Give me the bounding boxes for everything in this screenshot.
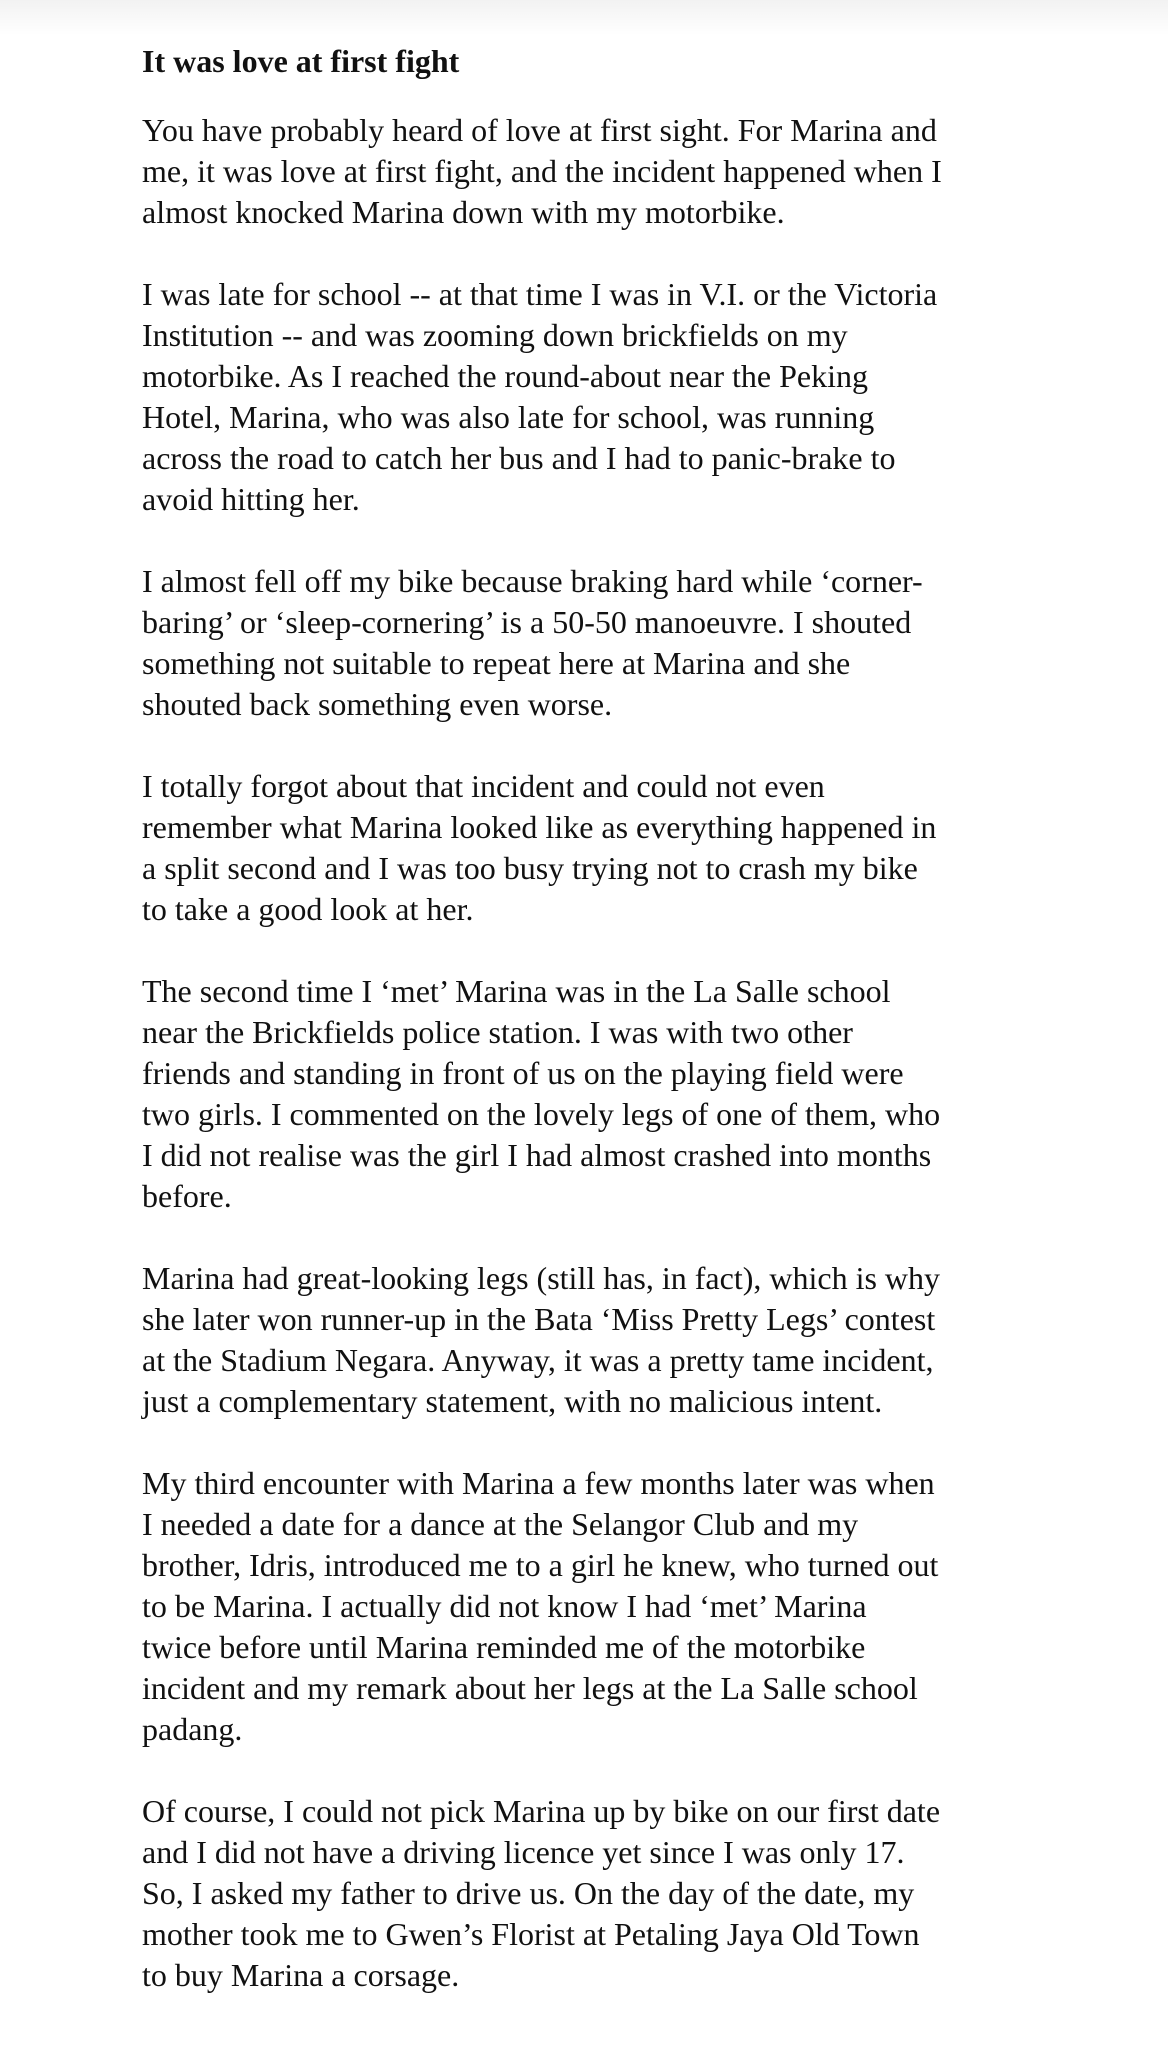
article (142, 38, 1142, 2037)
paragraph-line: shouted back something even worse. (142, 686, 613, 722)
paragraph-line: remember what Marina looked like as everything happened in (142, 809, 937, 845)
paragraph-line: I almost fell off my bike because braking hard while ‘corner- (142, 563, 923, 599)
page-top-shadow (0, 0, 1168, 36)
paragraph-line: and I did not have a driving licence yet since I was only 17. (142, 1834, 905, 1870)
article-paragraph (142, 561, 1142, 725)
paragraph-line: I needed a date for a dance at the Selangor Club and my (142, 1506, 859, 1542)
paragraph-line: I was late for school -- at that time I was in V.I. or the Victoria (142, 276, 938, 312)
paragraph-line: I did not realise was the girl I had almost crashed into months (142, 1137, 932, 1173)
paragraph-line: incident and my remark about her legs at the La Salle school (142, 1670, 918, 1706)
article-title: It was love at first fight (142, 43, 460, 79)
article-paragraph (142, 274, 1142, 520)
paragraph-line: something not suitable to repeat here at Marina and she (142, 645, 851, 681)
paragraph-line: You have probably heard of love at first sight. For Marina and (142, 112, 937, 148)
article-body (142, 110, 1142, 1996)
paragraph-line: baring’ or ‘sleep-cornering’ is a 50-50 manoeuvre. I shouted (142, 604, 912, 640)
paragraph-line: twice before until Marina reminded me of the motorbike (142, 1629, 866, 1665)
paragraph-line: Hotel, Marina, who was also late for school, was running (142, 399, 875, 435)
paragraph-line: almost knocked Marina down with my motorbike. (142, 194, 785, 230)
paragraph-line: Of course, I could not pick Marina up by bike on our first date (142, 1793, 941, 1829)
paragraph-line: My third encounter with Marina a few months later was when (142, 1465, 935, 1501)
paragraph-line: brother, Idris, introduced me to a girl he knew, who turned out (142, 1547, 939, 1583)
paragraph-line: mother took me to Gwen’s Florist at Petaling Jaya Old Town (142, 1916, 920, 1952)
article-paragraph (142, 971, 1142, 1217)
paragraph-line: The second time I ‘met’ Marina was in the La Salle school (142, 973, 891, 1009)
paragraph-line: at the Stadium Negara. Anyway, it was a pretty tame incident, (142, 1342, 934, 1378)
paragraph-line: two girls. I commented on the lovely legs of one of them, who (142, 1096, 941, 1132)
paragraph-line: a split second and I was too busy trying not to crash my bike (142, 850, 918, 886)
article-paragraph (142, 766, 1142, 930)
article-paragraph (142, 110, 1142, 233)
paragraph-line: avoid hitting her. (142, 481, 360, 517)
paragraph-line: padang. (142, 1711, 243, 1747)
paragraph-line: to be Marina. I actually did not know I had ‘met’ Marina (142, 1588, 867, 1624)
article-paragraph (142, 1463, 1142, 1750)
paragraph-line: motorbike. As I reached the round-about near the Peking (142, 358, 868, 394)
paragraph-line: to take a good look at her. (142, 891, 474, 927)
paragraph-line: she later won runner-up in the Bata ‘Miss Pretty Legs’ contest (142, 1301, 936, 1337)
paragraph-line: across the road to catch her bus and I had to panic-brake to (142, 440, 896, 476)
paragraph-line: near the Brickfields police station. I was with two other (142, 1014, 853, 1050)
paragraph-line: I totally forgot about that incident and could not even (142, 768, 825, 804)
paragraph-line: to buy Marina a corsage. (142, 1957, 460, 1993)
paragraph-line: before. (142, 1178, 232, 1214)
paragraph-line: Marina had great-looking legs (still has, in fact), which is why (142, 1260, 941, 1296)
paragraph-line: So, I asked my father to drive us. On the day of the date, my (142, 1875, 915, 1911)
paragraph-line: Institution -- and was zooming down brickfields on my (142, 317, 848, 353)
article-paragraph (142, 1258, 1142, 1422)
paragraph-line: just a complementary statement, with no malicious intent. (142, 1383, 883, 1419)
article-paragraph (142, 1791, 1142, 1996)
paragraph-line: friends and standing in front of us on the playing field were (142, 1055, 904, 1091)
paragraph-line: me, it was love at first fight, and the incident happened when I (142, 153, 942, 189)
